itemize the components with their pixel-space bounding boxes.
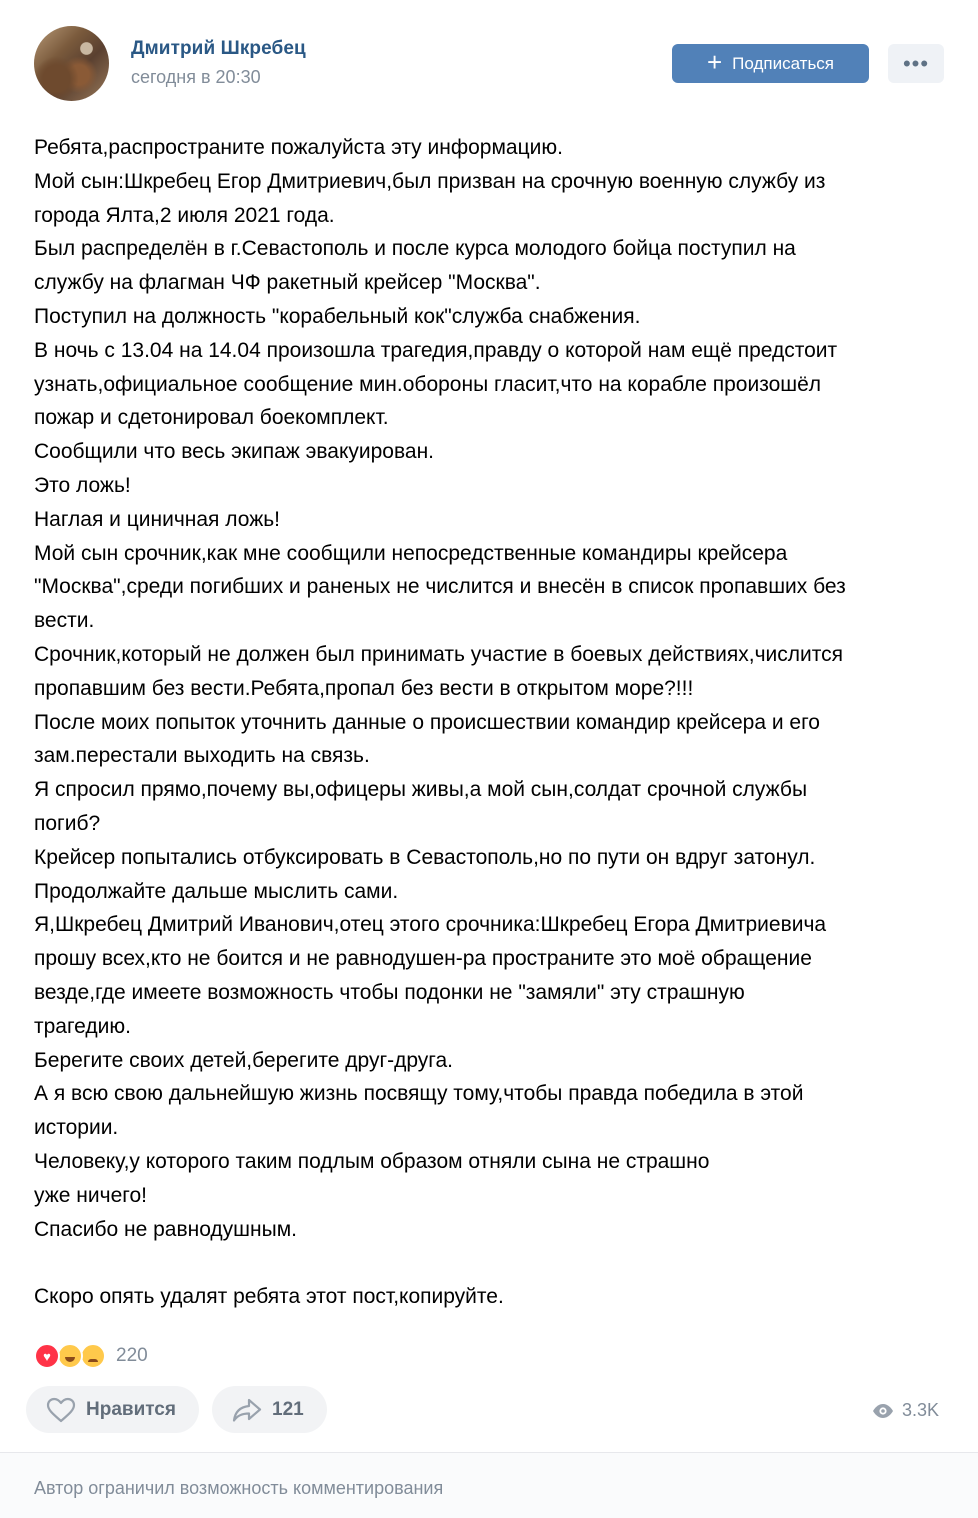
laugh-reaction-icon bbox=[57, 1343, 83, 1369]
share-button[interactable] bbox=[212, 1386, 327, 1433]
post-header bbox=[34, 26, 944, 102]
post-time[interactable]: сегодня в 20:30 bbox=[131, 67, 261, 87]
post-text-line: Ребята,распространите пожалуйста эту информацию. bbox=[34, 136, 563, 159]
post-text-line: погиб? bbox=[34, 811, 101, 835]
post-text-line: "Москва",среди погибших и раненых не числится и внесён в список пропавших без bbox=[34, 575, 846, 599]
cry-reaction-icon bbox=[80, 1343, 106, 1369]
post-text-line: пожар и сдетонировал боекомплект. bbox=[34, 406, 389, 430]
post-text-line: Крейсер попытались отбуксировать в Севастополь,но по пути он вдруг затонул. bbox=[34, 845, 816, 869]
post-text-line: вести. bbox=[34, 609, 95, 633]
post-text-line: Срочник,который не должен был принимать участие в боевых действиях,числится bbox=[34, 642, 843, 666]
author-name[interactable]: Дмитрий Шкребец bbox=[131, 38, 306, 59]
post-text-line: прошу всех,кто не боится и не равнодушен-ра пространите это моё обращение bbox=[34, 947, 812, 971]
eye-icon bbox=[872, 1403, 894, 1419]
post-text-line: пропавшим без вести.Ребята,пропал без вести в открытом море?!!! bbox=[34, 676, 694, 700]
post-text-line: Мой сын срочник,как мне сообщили непосредственные командиры крейсера bbox=[34, 541, 788, 565]
post-text-line: города Ялта,2 июля 2021 года. bbox=[34, 203, 335, 227]
post-text-line: трагедию. bbox=[34, 1014, 131, 1038]
post-text-line: зам.перестали выходить на связь. bbox=[34, 744, 370, 768]
comments-disabled-notice: Автор ограничил возможность комментирования bbox=[0, 1453, 978, 1518]
post-text-line: узнать,официальное сообщение мин.обороны гласит,что на корабле произошёл bbox=[34, 372, 822, 396]
post-text-line: везде,где имеете возможность чтобы подонки не "замяли" эту страшную bbox=[34, 980, 745, 1004]
heart-reaction-icon: ♥ bbox=[34, 1343, 60, 1369]
post-text-line: Скоро опять удалят ребята этот пост,копируйте. bbox=[34, 1285, 504, 1309]
post-text-line: Продолжайте дальше мыслить сами. bbox=[34, 879, 399, 903]
post-text-line: Мой сын:Шкребец Егор Дмитриевич,был призван на срочную военную службу из bbox=[34, 169, 826, 193]
post-text-line: Я спросил прямо,почему вы,офицеры живы,а мой сын,солдат срочной службы bbox=[34, 778, 808, 802]
share-count: 121 bbox=[272, 1398, 304, 1420]
post-text-line: Берегите своих детей,берегите друг-друга. bbox=[34, 1048, 454, 1072]
paragraph-gap bbox=[34, 1246, 949, 1280]
post-text-line: Был распределён в г.Севастополь и после курса молодого бойца поступил на bbox=[34, 237, 796, 261]
reactions-count: 220 bbox=[116, 1345, 148, 1366]
post-text-line: истории. bbox=[34, 1116, 119, 1140]
post-text-line: После моих попыток уточнить данные о происшествии командир крейсера и его bbox=[34, 710, 820, 734]
like-label: Нравится bbox=[86, 1398, 176, 1420]
post-text-line: В ночь с 13.04 на 14.04 произошла трагедия,правду о которой нам ещё предстоит bbox=[34, 338, 838, 362]
post-text-line: Я,Шкребец Дмитрий Иванович,отец этого срочника:Шкребец Егора Дмитриевича bbox=[34, 913, 827, 937]
post-text-line: службу на флагман ЧФ ракетный крейсер "Москва". bbox=[34, 271, 541, 295]
post-text-line: Поступил на должность "корабельный кок"служба снабжения. bbox=[34, 304, 641, 328]
post-text-line: А я всю свою дальнейшую жизнь посвящу тому,чтобы правда победила в этой bbox=[34, 1082, 804, 1106]
post-text-line: Наглая и циничная ложь! bbox=[34, 507, 281, 531]
post-text-line: Это ложь! bbox=[34, 473, 131, 497]
post-text bbox=[34, 131, 949, 1314]
reactions-summary[interactable] bbox=[34, 1342, 148, 1370]
plus-icon: + bbox=[706, 47, 723, 77]
heart-icon bbox=[46, 1397, 76, 1423]
reaction-icons bbox=[34, 1343, 110, 1369]
share-icon bbox=[232, 1397, 262, 1423]
subscribe-button[interactable] bbox=[672, 44, 869, 83]
more-icon: ••• bbox=[902, 50, 930, 76]
views-counter bbox=[872, 1400, 939, 1421]
post-text-line: Человеку,у которого таким подлым образом отняли сына не страшно bbox=[34, 1149, 710, 1173]
post-text-line: Сообщили что весь экипаж эвакуирован. bbox=[34, 440, 435, 464]
views-count: 3.3K bbox=[902, 1400, 940, 1420]
like-button[interactable] bbox=[26, 1386, 199, 1433]
subscribe-label: Подписаться bbox=[732, 53, 835, 73]
post-text-line: уже ничего! bbox=[34, 1183, 147, 1207]
avatar[interactable] bbox=[34, 26, 109, 101]
post-text-line: Спасибо не равнодушным. bbox=[34, 1217, 297, 1241]
more-options-button[interactable] bbox=[888, 44, 944, 83]
